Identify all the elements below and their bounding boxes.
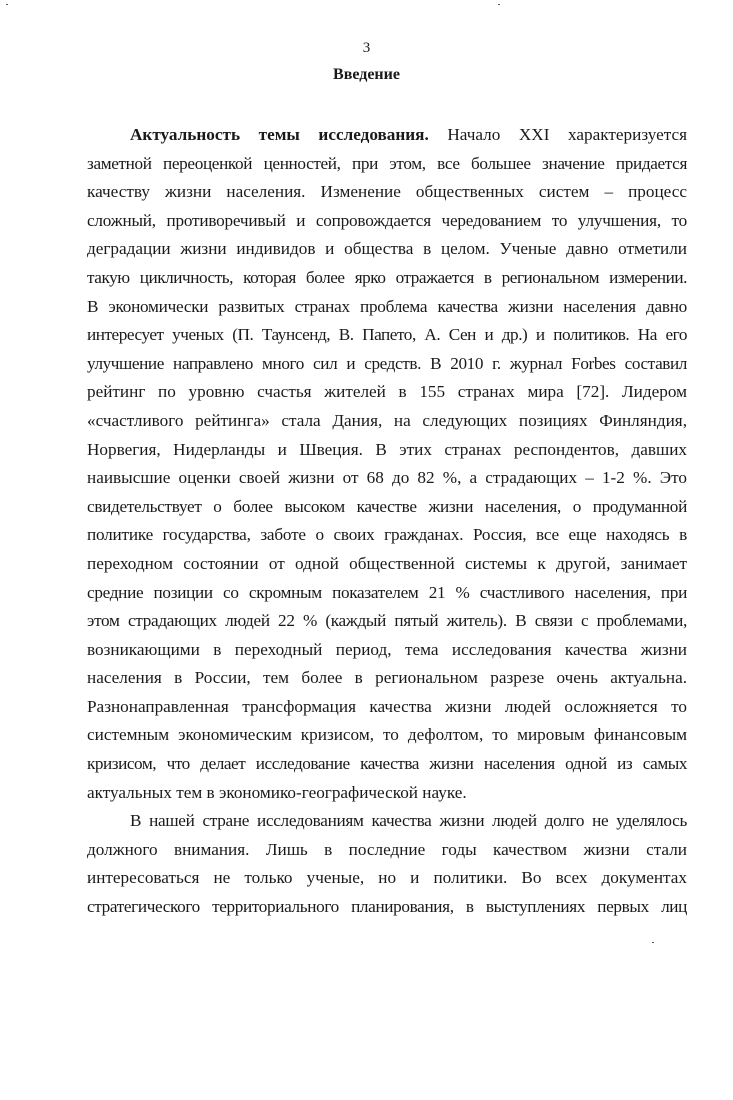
paragraph-1-line: В экономически развитых странах проблема качества жизни населения давно — [87, 296, 687, 316]
paragraph-1-line: деградации жизни индивидов и общества в целом. Ученые давно отметили — [87, 239, 687, 259]
paragraph-1-line: возникающими в переходный период, тема исследования качества жизни — [87, 639, 687, 659]
paragraph-1-line: этом страдающих людей 22 % (каждый пятый житель). В связи с проблемами, — [87, 611, 687, 631]
paragraph-1-line: сложный, противоречивый и сопровождается чередованием то улучшения, то — [87, 210, 687, 230]
paragraph-2-line: должного внимания. Лишь в последние годы качеством жизни стали — [87, 839, 687, 859]
paragraph-1-line: интересует ученых (П. Таунсенд, В. Папето, А. Сен и др.) и политиков. На его — [87, 325, 687, 345]
paragraph-1-line: системным экономическим кризисом, то дефолтом, то мировым финансовым — [87, 725, 687, 745]
paragraph-1-line: такую цикличность, которая более ярко отражается в региональном измерении. — [87, 267, 687, 287]
paragraph-2-line: стратегического территориального планирования, в выступлениях первых лиц — [87, 897, 687, 917]
paragraph-1-line: наивысшие оценки своей жизни от 68 до 82 %, а страдающих – 1-2 %. Это — [87, 468, 687, 488]
lead-bold-phrase: Актуальность темы исследования. — [130, 125, 429, 144]
paragraph-1-line: актуальных тем в экономико-географической науке. — [87, 782, 467, 802]
paragraph-1-line: заметной переоценкой ценностей, при этом, все большее значение придается — [87, 153, 687, 173]
paragraph-1-line: Норвегия, Нидерланды и Швеция. В этих странах респондентов, давших — [87, 439, 687, 459]
paragraph-1-line: «счастливого рейтинга» стала Дания, на следующих позициях Финляндия, — [87, 410, 687, 430]
scan-speck — [6, 4, 8, 5]
paragraph-1-line: политике государства, заботе о своих гражданах. Россия, все еще находясь в — [87, 525, 687, 545]
scan-speck — [498, 4, 500, 5]
paragraph-1-line: качеству жизни населения. Изменение общественных систем – процесс — [87, 182, 687, 202]
scan-speck — [652, 942, 654, 943]
paragraph-1-line: рейтинг по уровню счастья жителей в 155 странах мира [72]. Лидером — [87, 382, 687, 402]
paragraph-1-line: Актуальность темы исследования. Начало XXI характеризуется — [130, 125, 687, 144]
section-heading: Введение — [333, 66, 400, 83]
paragraph-1-line: переходном состоянии от одной общественной системы к другой, занимает — [87, 553, 687, 573]
paragraph-1-line: Разнонаправленная трансформация качества жизни людей осложняется то — [87, 696, 687, 716]
paragraph-1-line: свидетельствует о более высоком качестве жизни населения, о продуманной — [87, 496, 687, 516]
paragraph-1-line: кризисом, что делает исследование качества жизни населения одной из самых — [87, 754, 687, 774]
paragraph-1-line: улучшение направлено много сил и средств. В 2010 г. журнал Forbes составил — [87, 353, 687, 373]
body-text — [87, 121, 687, 922]
paragraph-2-line: интересоваться не только ученые, но и политики. Во всех документах — [87, 868, 687, 888]
paragraph-1-line: населения в России, тем более в региональном разрезе очень актуальна. — [87, 668, 687, 688]
paragraph-1-line: средние позиции со скромным показателем 21 % счастливого населения, при — [87, 582, 687, 602]
paragraph-2-line: В нашей стране исследованиям качества жизни людей долго не уделялось — [130, 811, 687, 831]
page-number: 3 — [362, 40, 371, 56]
